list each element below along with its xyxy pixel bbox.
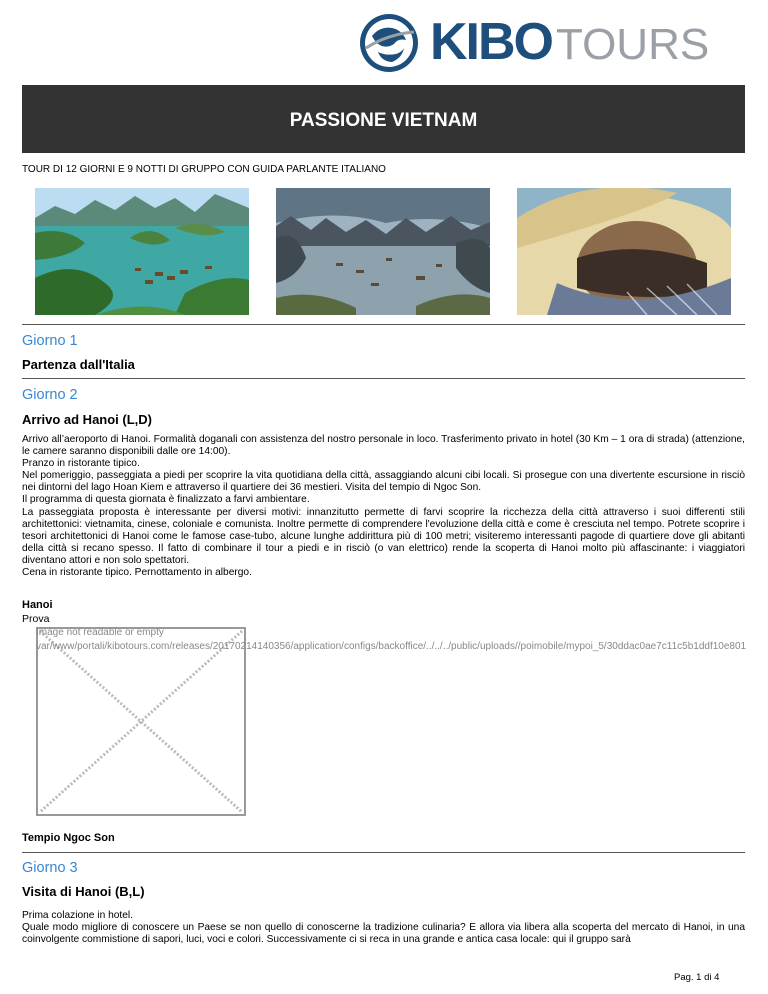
halong-bay-cloudy-photo (276, 188, 490, 315)
broken-image-icon (36, 627, 246, 816)
logo-tours-text: TOURS (556, 20, 710, 69)
tour-subtitle: TOUR DI 12 GIORNI E 9 NOTTI DI GRUPPO CON GUIDA PARLANTE ITALIANO (22, 164, 386, 175)
page-number: Pag. 1 di 4 (674, 972, 720, 983)
halong-bay-aerial-photo (35, 188, 249, 315)
image-error-message: Image not readable or empty (36, 627, 164, 638)
paragraph: Nel pomeriggio, passeggiata a piedi per scoprire la vita quotidiana della città, assaggiando alcuni cibi locali. Si prosegue con una divertente escursione in risciò nei dintorni del lago Hoan Kiem e attraverso il quartiere dei 36 mestieri. Visita del tempio di Ngoc Son. (22, 470, 745, 494)
day-2-title: Giorno 2 (22, 387, 78, 403)
day-3-subtitle: Visita di Hanoi (B,L) (22, 884, 145, 899)
day-3-description (22, 910, 745, 946)
paragraph: Pranzo in ristorante tipico. (22, 458, 140, 470)
day-3-title: Giorno 3 (22, 860, 78, 876)
day-1-subtitle: Partenza dall'Italia (22, 357, 135, 372)
poi-caption: Tempio Ngoc Son (22, 832, 115, 844)
divider (22, 852, 745, 853)
poi-description: Prova (22, 613, 50, 625)
globe-icon (358, 12, 420, 74)
vietnamese-woman-photo (517, 188, 731, 315)
divider (22, 324, 745, 325)
paragraph: Arrivo all’aeroporto di Hanoi. Formalità doganali con assistenza del nostro personale in loco. Trasferimento privato in hotel (30 Km – 1 ora di strada) (attenzione, le camere saranno disponibili dalle ore 14:00). (22, 434, 745, 458)
poi-title: Hanoi (22, 599, 53, 611)
kibo-tours-logo (358, 10, 710, 78)
day-2-description (22, 434, 745, 579)
day-2-subtitle: Arrivo ad Hanoi (L,D) (22, 412, 153, 427)
logo-kibo-text: KIBO (430, 13, 552, 71)
image-error-path: var/www/portali/kibotours.com/releases/20170214140356/application/configs/backoffice/../../../public/uploads//poimobile/mypoi_5/30ddac0ae7c11c5b1ddf10e801 (36, 641, 747, 652)
day-1-title: Giorno 1 (22, 333, 78, 349)
paragraph: La passeggiata proposta è interessante per diversi motivi: innanzitutto permette di farvi scoprire la ricchezza della città attraverso i suoi differenti stili architettonici: vietnamita, cinese, coloniale e comunista. Inoltre permette di comprendere l'evoluzione della città e come è cresciuta nel tempo. Potrete scoprire i tesori architettonici di Hanoi come le famose case-tubo, alcune lunghe addirittura più di 100 metri; visiteremo interessanti pagode di quartiere dove gli abitanti della città si recano spesso. Il fatto di combinare il tour a piedi e in risciò (o van elettrico) rende la scoperta di Hanoi molto più affascinante: i viaggiatori diventano attori e non solo spettatori. (22, 506, 745, 566)
page-title: PASSIONE VIETNAM (289, 110, 478, 131)
paragraph: Il programma di questa giornata è finalizzato a farvi ambientare. (22, 494, 310, 506)
photo-strip (0, 188, 768, 316)
paragraph: Prima colazione in hotel. (22, 910, 133, 921)
paragraph: Cena in ristorante tipico. Pernottamento in albergo. (22, 567, 252, 579)
title-banner (22, 85, 745, 153)
paragraph: Quale modo migliore di conoscere un Paese se non quello di conoscerne la tradizione culinaria? E allora via libera alla scoperta del mercato di Hanoi, in una coinvolgente commistione di sapori, luci, voci e colori. Successivamente ci si reca in una grande e antica casa locale: qui il gruppo sarà (22, 922, 745, 946)
divider (22, 378, 745, 379)
